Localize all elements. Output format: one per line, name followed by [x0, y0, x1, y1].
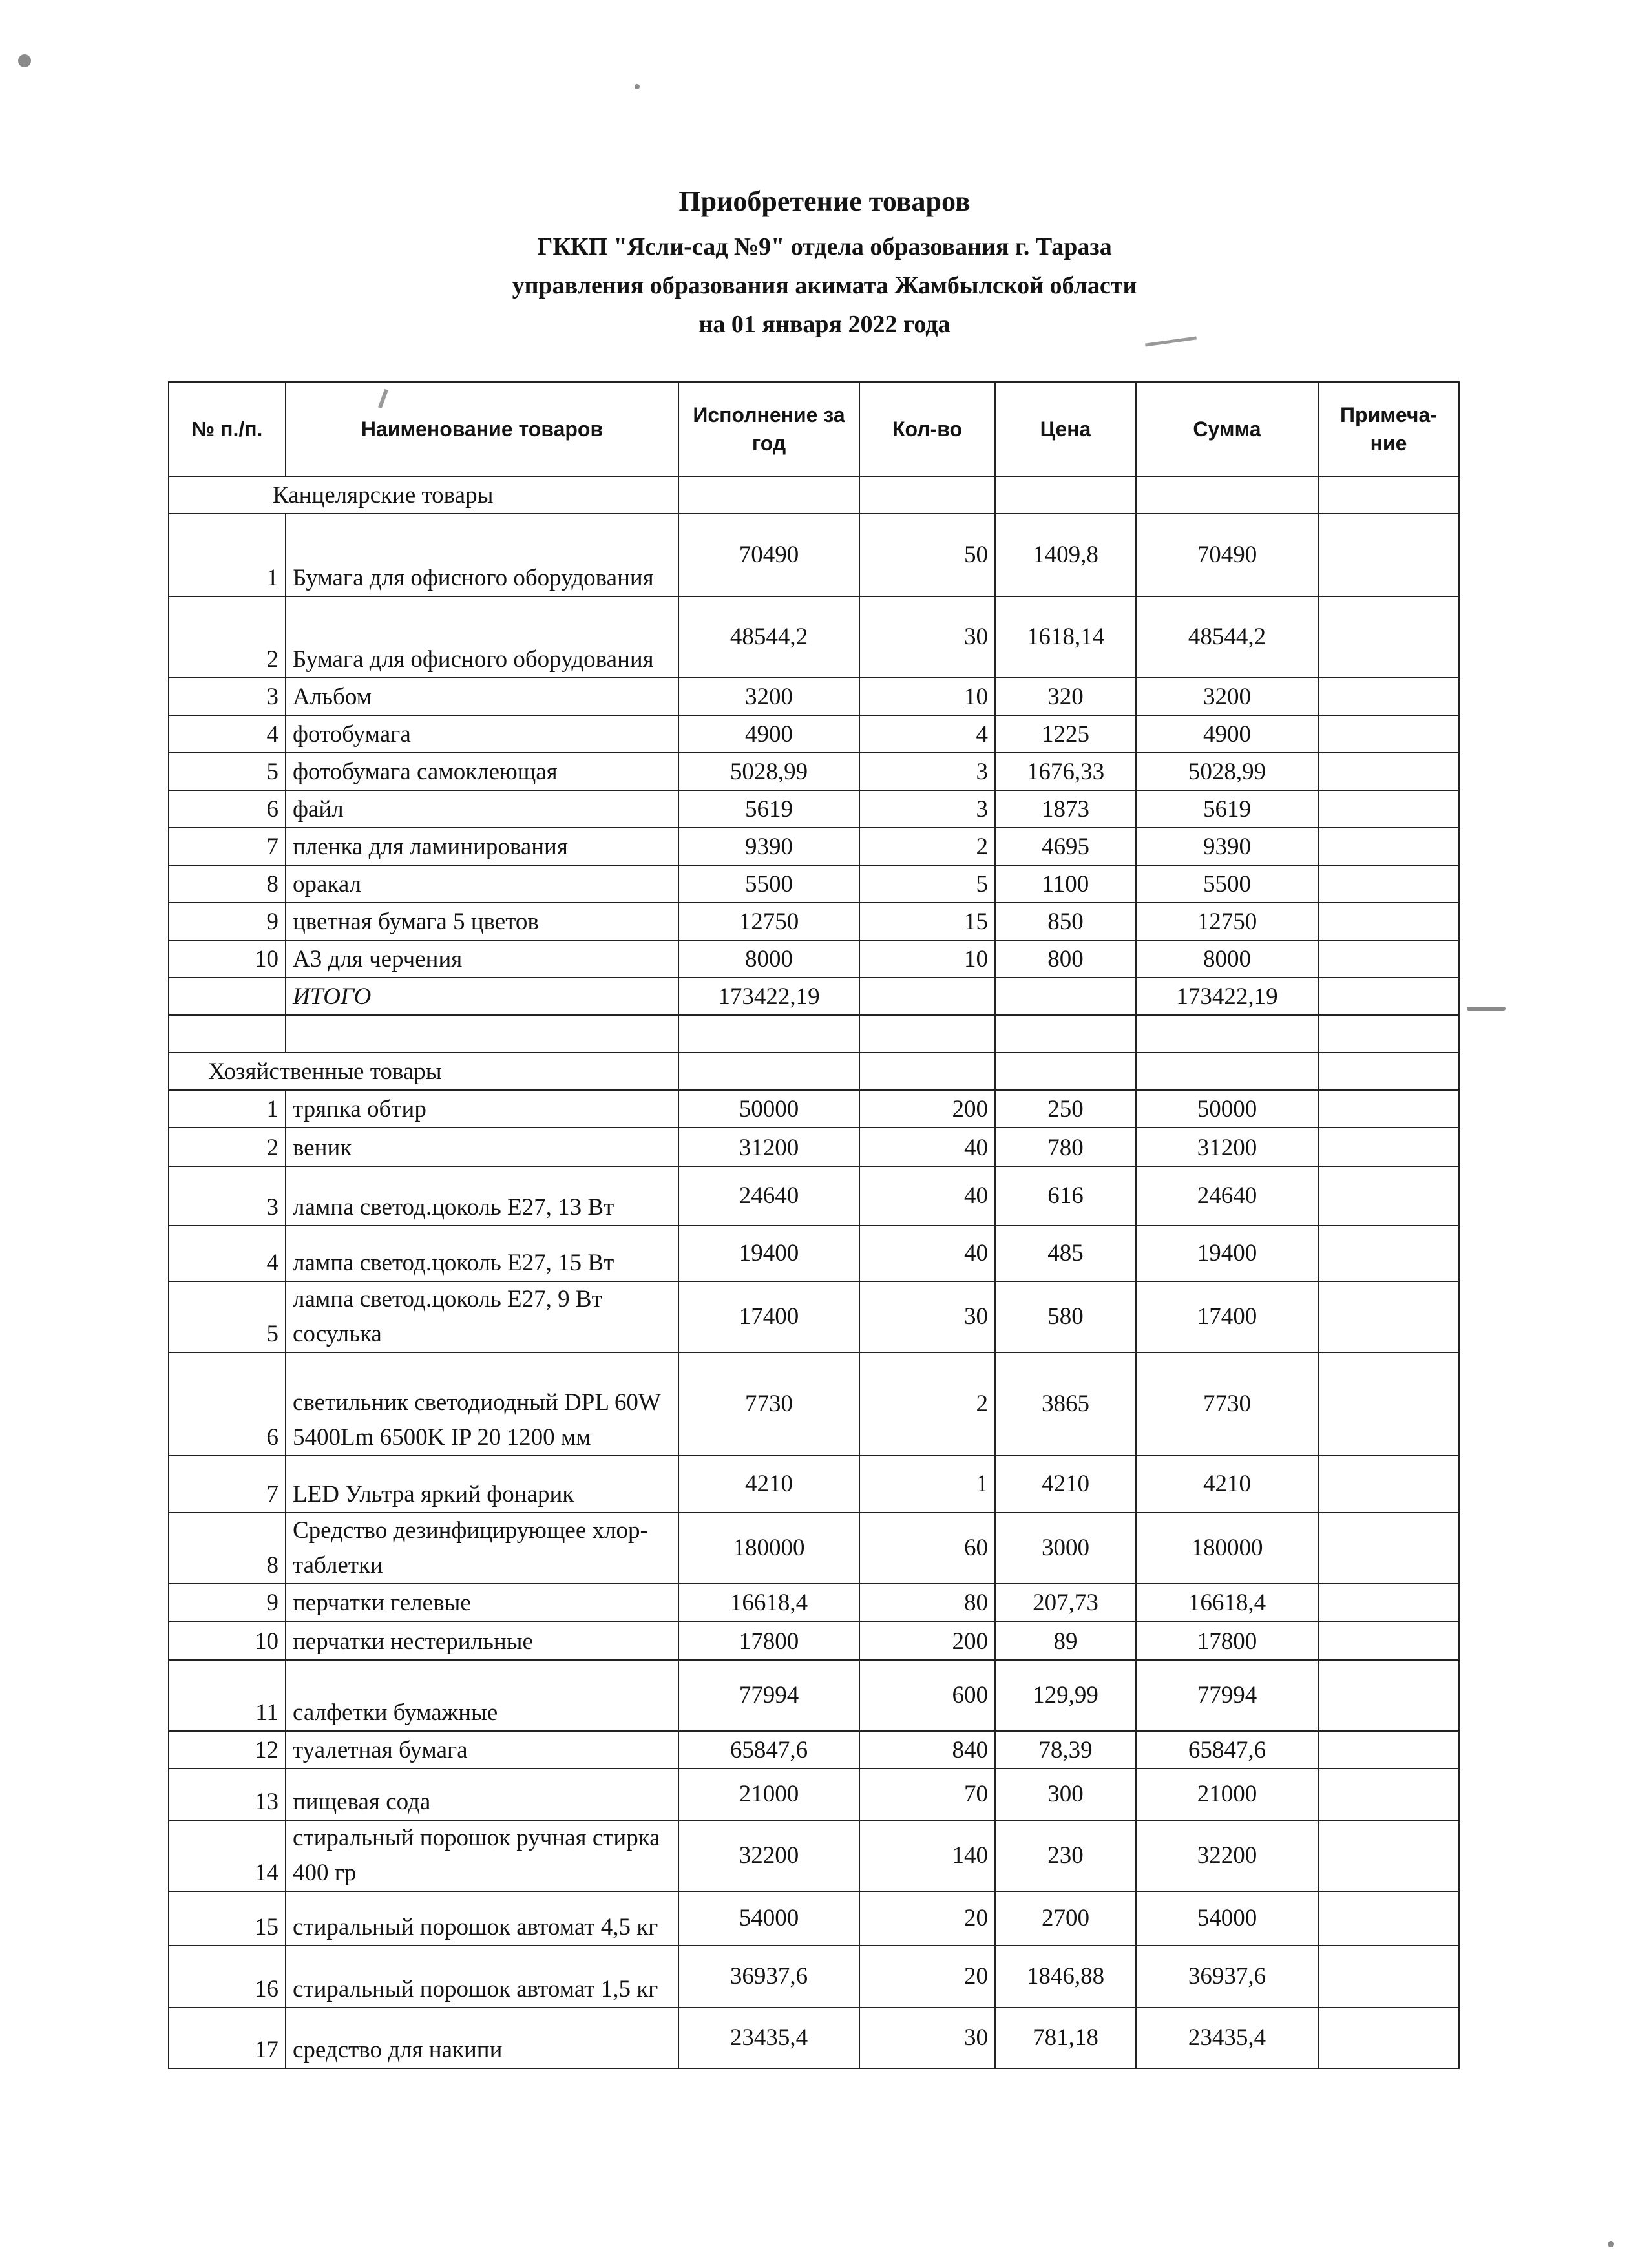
row-number: 5 — [169, 1281, 286, 1352]
stationery-total — [169, 978, 1459, 1053]
item-sum: 9390 — [1136, 828, 1318, 865]
item-price: 485 — [995, 1226, 1136, 1281]
item-name: стиральный порошок автомат 1,5 кг — [286, 1946, 678, 2008]
table-row — [169, 828, 1459, 865]
document-title: Приобретение товаров — [678, 185, 971, 217]
item-name: тряпка обтир — [286, 1090, 678, 1128]
item-execution: 36937,6 — [678, 1946, 859, 2008]
item-note — [1318, 1513, 1459, 1584]
item-sum: 31200 — [1136, 1128, 1318, 1166]
item-price: 781,18 — [995, 2008, 1136, 2068]
item-price: 800 — [995, 940, 1136, 978]
item-sum: 4900 — [1136, 715, 1318, 753]
row-number: 3 — [169, 678, 286, 715]
item-execution: 65847,6 — [678, 1731, 859, 1769]
table-row — [169, 1090, 1459, 1128]
item-note — [1318, 1128, 1459, 1166]
item-sum: 48544,2 — [1136, 596, 1318, 678]
item-price: 1676,33 — [995, 753, 1136, 790]
item-name: веник — [286, 1128, 678, 1166]
empty-cell — [1136, 1015, 1318, 1053]
item-price: 1873 — [995, 790, 1136, 828]
empty-cell — [995, 978, 1136, 1015]
item-quantity: 15 — [859, 903, 995, 940]
empty-cell — [169, 978, 286, 1015]
empty-cell — [859, 1053, 995, 1090]
scan-speck — [1467, 1007, 1506, 1011]
empty-cell — [995, 1053, 1136, 1090]
table-row — [169, 1166, 1459, 1226]
item-execution: 4210 — [678, 1456, 859, 1513]
item-name: лампа светод.цоколь Е27, 9 Вт сосулька — [286, 1281, 678, 1352]
item-quantity: 4 — [859, 715, 995, 753]
item-quantity: 840 — [859, 1731, 995, 1769]
empty-cell — [678, 476, 859, 514]
empty-cell — [859, 476, 995, 514]
empty-cell — [1318, 1015, 1459, 1053]
row-number: 11 — [169, 1660, 286, 1731]
item-note — [1318, 1166, 1459, 1226]
section-title: Канцелярские товары — [169, 476, 678, 514]
item-sum: 24640 — [1136, 1166, 1318, 1226]
col-header-price: Цена — [995, 382, 1136, 476]
item-name: файл — [286, 790, 678, 828]
item-note — [1318, 753, 1459, 790]
item-note — [1318, 678, 1459, 715]
item-price: 4210 — [995, 1456, 1136, 1513]
item-execution: 24640 — [678, 1166, 859, 1226]
item-note — [1318, 596, 1459, 678]
table-row — [169, 715, 1459, 753]
total-execution: 173422,19 — [678, 978, 859, 1015]
item-quantity: 80 — [859, 1584, 995, 1621]
table-row — [169, 1281, 1459, 1352]
row-number: 13 — [169, 1769, 286, 1820]
section-title-row — [169, 476, 1459, 514]
item-note — [1318, 903, 1459, 940]
item-price: 1100 — [995, 865, 1136, 903]
item-name: Бумага для офисного оборудования — [286, 596, 678, 678]
item-quantity: 140 — [859, 1820, 995, 1891]
item-name: лампа светод.цоколь Е27, 15 Вт — [286, 1226, 678, 1281]
item-quantity: 3 — [859, 753, 995, 790]
item-execution: 8000 — [678, 940, 859, 978]
item-execution: 19400 — [678, 1226, 859, 1281]
item-sum: 8000 — [1136, 940, 1318, 978]
item-name: Альбом — [286, 678, 678, 715]
item-price: 1618,14 — [995, 596, 1136, 678]
item-price: 1409,8 — [995, 514, 1136, 596]
item-quantity: 20 — [859, 1946, 995, 2008]
item-price: 230 — [995, 1820, 1136, 1891]
item-sum: 32200 — [1136, 1820, 1318, 1891]
item-quantity: 30 — [859, 596, 995, 678]
item-execution: 48544,2 — [678, 596, 859, 678]
item-sum: 17400 — [1136, 1281, 1318, 1352]
row-number: 12 — [169, 1731, 286, 1769]
item-note — [1318, 1769, 1459, 1820]
item-note — [1318, 940, 1459, 978]
table-row — [169, 940, 1459, 978]
row-number: 3 — [169, 1166, 286, 1226]
table-row — [169, 903, 1459, 940]
table-row — [169, 1621, 1459, 1660]
item-execution: 5619 — [678, 790, 859, 828]
item-name: LED Ультра яркий фонарик — [286, 1456, 678, 1513]
goods-table — [168, 381, 1460, 2069]
table-row — [169, 1820, 1459, 1891]
item-name: цветная бумага 5 цветов — [286, 903, 678, 940]
item-price: 300 — [995, 1769, 1136, 1820]
item-name: пленка для ламинирования — [286, 828, 678, 865]
col-header-note: Примеча-ние — [1318, 382, 1459, 476]
item-sum: 70490 — [1136, 514, 1318, 596]
item-execution: 5028,99 — [678, 753, 859, 790]
item-note — [1318, 514, 1459, 596]
empty-cell — [678, 1053, 859, 1090]
item-price: 2700 — [995, 1891, 1136, 1946]
item-execution: 12750 — [678, 903, 859, 940]
item-sum: 12750 — [1136, 903, 1318, 940]
item-sum: 16618,4 — [1136, 1584, 1318, 1621]
item-sum: 21000 — [1136, 1769, 1318, 1820]
item-note — [1318, 790, 1459, 828]
item-quantity: 200 — [859, 1090, 995, 1128]
item-sum: 23435,4 — [1136, 2008, 1318, 2068]
item-sum: 65847,6 — [1136, 1731, 1318, 1769]
item-price: 207,73 — [995, 1584, 1136, 1621]
item-execution: 5500 — [678, 865, 859, 903]
item-price: 129,99 — [995, 1660, 1136, 1731]
item-execution: 50000 — [678, 1090, 859, 1128]
item-execution: 17800 — [678, 1621, 859, 1660]
item-execution: 31200 — [678, 1128, 859, 1166]
item-execution: 70490 — [678, 514, 859, 596]
empty-cell — [1136, 476, 1318, 514]
item-quantity: 40 — [859, 1166, 995, 1226]
row-number: 17 — [169, 2008, 286, 2068]
scan-speck — [635, 84, 640, 89]
household-section — [169, 1053, 1459, 2068]
item-name: фотобумага самоклеющая — [286, 753, 678, 790]
date-line: на 01 января 2022 года — [698, 311, 951, 338]
empty-cell — [859, 978, 995, 1015]
col-header-quantity: Кол-во — [859, 382, 995, 476]
scan-speck — [1608, 2241, 1614, 2247]
row-number: 9 — [169, 1584, 286, 1621]
item-name: Бумага для офисного оборудования — [286, 514, 678, 596]
item-quantity: 200 — [859, 1621, 995, 1660]
item-note — [1318, 1090, 1459, 1128]
item-price: 616 — [995, 1166, 1136, 1226]
table-row — [169, 2008, 1459, 2068]
empty-cell — [1318, 978, 1459, 1015]
table-row — [169, 1946, 1459, 2008]
row-number: 4 — [169, 715, 286, 753]
item-quantity: 5 — [859, 865, 995, 903]
item-name: перчатки нестерильные — [286, 1621, 678, 1660]
item-name: лампа светод.цоколь Е27, 13 Вт — [286, 1166, 678, 1226]
table-row — [169, 1352, 1459, 1456]
item-note — [1318, 1456, 1459, 1513]
total-row — [169, 978, 1459, 1015]
item-name: светильник светодиодный DPL 60W 5400Lm 6500K IP 20 1200 мм — [286, 1352, 678, 1456]
col-header-name: Наименование товаров — [286, 382, 678, 476]
empty-cell — [995, 1015, 1136, 1053]
row-number: 1 — [169, 514, 286, 596]
item-sum: 7730 — [1136, 1352, 1318, 1456]
empty-cell — [678, 1015, 859, 1053]
row-number: 6 — [169, 1352, 286, 1456]
department-line: управления образования акимата Жамбылской области — [512, 272, 1137, 299]
item-quantity: 3 — [859, 790, 995, 828]
spacer-row — [169, 1015, 1459, 1053]
item-price: 4695 — [995, 828, 1136, 865]
item-note — [1318, 2008, 1459, 2068]
section-title: Хозяйственные товары — [169, 1053, 678, 1090]
row-number: 10 — [169, 940, 286, 978]
item-note — [1318, 828, 1459, 865]
row-number: 14 — [169, 1820, 286, 1891]
item-execution: 17400 — [678, 1281, 859, 1352]
table-row — [169, 1456, 1459, 1513]
item-name: салфетки бумажные — [286, 1660, 678, 1731]
col-header-execution: Исполнение за год — [678, 382, 859, 476]
item-quantity: 30 — [859, 1281, 995, 1352]
row-number: 8 — [169, 865, 286, 903]
item-quantity: 600 — [859, 1660, 995, 1731]
item-sum: 180000 — [1136, 1513, 1318, 1584]
row-number: 1 — [169, 1090, 286, 1128]
item-price: 250 — [995, 1090, 1136, 1128]
organization-line: ГККП "Ясли-сад №9" отдела образования г. Тараза — [537, 233, 1112, 260]
item-execution: 9390 — [678, 828, 859, 865]
item-price: 3865 — [995, 1352, 1136, 1456]
total-sum: 173422,19 — [1136, 978, 1318, 1015]
table-row — [169, 678, 1459, 715]
item-name: оракал — [286, 865, 678, 903]
table-row — [169, 790, 1459, 828]
item-sum: 77994 — [1136, 1660, 1318, 1731]
item-price: 3000 — [995, 1513, 1136, 1584]
table-row — [169, 1660, 1459, 1731]
item-execution: 180000 — [678, 1513, 859, 1584]
row-number: 8 — [169, 1513, 286, 1584]
item-note — [1318, 1891, 1459, 1946]
empty-cell — [1318, 1053, 1459, 1090]
empty-cell — [169, 1015, 286, 1053]
item-note — [1318, 865, 1459, 903]
item-note — [1318, 715, 1459, 753]
item-note — [1318, 1660, 1459, 1731]
item-quantity: 60 — [859, 1513, 995, 1584]
item-note — [1318, 1621, 1459, 1660]
item-name: стиральный порошок автомат 4,5 кг — [286, 1891, 678, 1946]
item-execution: 21000 — [678, 1769, 859, 1820]
item-sum: 36937,6 — [1136, 1946, 1318, 2008]
table-row — [169, 1584, 1459, 1621]
scan-speck — [18, 54, 31, 67]
item-quantity: 10 — [859, 940, 995, 978]
row-number: 2 — [169, 1128, 286, 1166]
item-name: туалетная бумага — [286, 1731, 678, 1769]
item-execution: 32200 — [678, 1820, 859, 1891]
empty-cell — [859, 1015, 995, 1053]
item-quantity: 2 — [859, 828, 995, 865]
document-header — [0, 176, 1649, 344]
table-row — [169, 1513, 1459, 1584]
item-quantity: 1 — [859, 1456, 995, 1513]
item-price: 89 — [995, 1621, 1136, 1660]
stationery-section — [169, 476, 1459, 978]
item-execution: 3200 — [678, 678, 859, 715]
item-execution: 16618,4 — [678, 1584, 859, 1621]
item-quantity: 20 — [859, 1891, 995, 1946]
item-execution: 4900 — [678, 715, 859, 753]
item-note — [1318, 1281, 1459, 1352]
item-name: перчатки гелевые — [286, 1584, 678, 1621]
item-name: средство для накипи — [286, 2008, 678, 2068]
item-sum: 5500 — [1136, 865, 1318, 903]
section-title-row — [169, 1053, 1459, 1090]
item-sum: 4210 — [1136, 1456, 1318, 1513]
item-note — [1318, 1584, 1459, 1621]
item-execution: 23435,4 — [678, 2008, 859, 2068]
row-number: 5 — [169, 753, 286, 790]
item-quantity: 2 — [859, 1352, 995, 1456]
table-row — [169, 865, 1459, 903]
item-name: А3 для черчения — [286, 940, 678, 978]
row-number: 10 — [169, 1621, 286, 1660]
col-header-sum: Сумма — [1136, 382, 1318, 476]
item-price: 780 — [995, 1128, 1136, 1166]
row-number: 2 — [169, 596, 286, 678]
item-name: фотобумага — [286, 715, 678, 753]
row-number: 15 — [169, 1891, 286, 1946]
row-number: 4 — [169, 1226, 286, 1281]
item-sum: 5028,99 — [1136, 753, 1318, 790]
table-row — [169, 1769, 1459, 1820]
row-number: 6 — [169, 790, 286, 828]
item-name: Средство дезинфицирующее хлор-таблетки — [286, 1513, 678, 1584]
item-execution: 77994 — [678, 1660, 859, 1731]
row-number: 9 — [169, 903, 286, 940]
empty-cell — [1318, 476, 1459, 514]
item-quantity: 10 — [859, 678, 995, 715]
item-quantity: 40 — [859, 1226, 995, 1281]
row-number: 7 — [169, 1456, 286, 1513]
item-price: 320 — [995, 678, 1136, 715]
item-execution: 7730 — [678, 1352, 859, 1456]
item-execution: 54000 — [678, 1891, 859, 1946]
empty-cell — [1136, 1053, 1318, 1090]
item-price: 850 — [995, 903, 1136, 940]
item-note — [1318, 1946, 1459, 2008]
item-quantity: 50 — [859, 514, 995, 596]
item-price: 1846,88 — [995, 1946, 1136, 2008]
total-label: ИТОГО — [286, 978, 678, 1015]
item-note — [1318, 1820, 1459, 1891]
table-row — [169, 514, 1459, 596]
empty-cell — [286, 1015, 678, 1053]
item-sum: 17800 — [1136, 1621, 1318, 1660]
item-quantity: 40 — [859, 1128, 995, 1166]
row-number: 16 — [169, 1946, 286, 2008]
table-row — [169, 1891, 1459, 1946]
row-number: 7 — [169, 828, 286, 865]
table-row — [169, 1731, 1459, 1769]
table-row — [169, 1226, 1459, 1281]
item-sum: 54000 — [1136, 1891, 1318, 1946]
item-price: 1225 — [995, 715, 1136, 753]
item-sum: 50000 — [1136, 1090, 1318, 1128]
table-row — [169, 1128, 1459, 1166]
item-name: пищевая сода — [286, 1769, 678, 1820]
item-quantity: 30 — [859, 2008, 995, 2068]
table-row — [169, 753, 1459, 790]
table-header — [169, 382, 1459, 476]
item-name: стиральный порошок ручная стирка 400 гр — [286, 1820, 678, 1891]
item-quantity: 70 — [859, 1769, 995, 1820]
item-price: 580 — [995, 1281, 1136, 1352]
table-row — [169, 596, 1459, 678]
item-note — [1318, 1226, 1459, 1281]
item-note — [1318, 1352, 1459, 1456]
item-sum: 5619 — [1136, 790, 1318, 828]
empty-cell — [995, 476, 1136, 514]
item-price: 78,39 — [995, 1731, 1136, 1769]
item-sum: 3200 — [1136, 678, 1318, 715]
item-note — [1318, 1731, 1459, 1769]
item-sum: 19400 — [1136, 1226, 1318, 1281]
col-header-number: № п./п. — [169, 382, 286, 476]
